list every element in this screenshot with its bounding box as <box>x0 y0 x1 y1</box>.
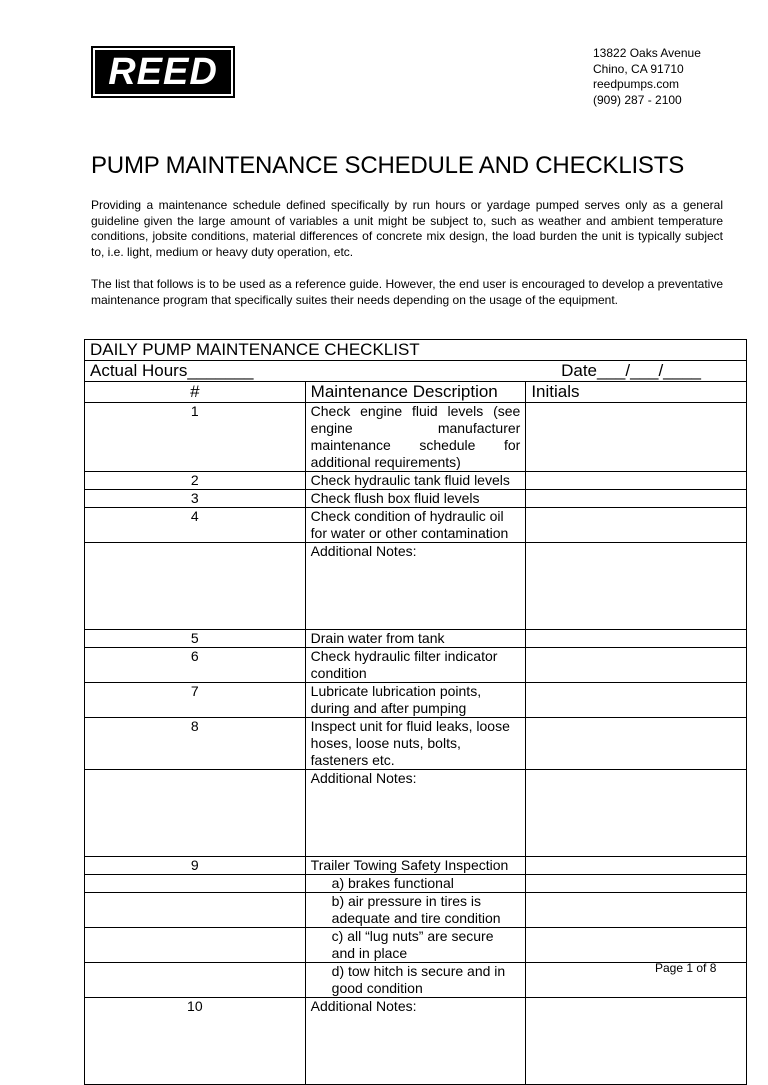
row-description: Check condition of hydraulic oil for water or other contamination <box>305 508 526 543</box>
row-number: 5 <box>85 630 306 648</box>
notes-row <box>85 998 747 1085</box>
row-description: Check engine fluid levels (see engine manufacturer maintenance schedule for additional requirements) <box>305 403 526 472</box>
notes-row <box>85 770 747 857</box>
row-number: 2 <box>85 472 306 490</box>
row-description: b) air pressure in tires is adequate and tire condition <box>305 893 526 928</box>
initials-cell[interactable] <box>526 490 747 508</box>
col-description-header: Maintenance Description <box>305 382 526 403</box>
company-address <box>593 46 701 108</box>
table-row <box>85 928 747 963</box>
table-row <box>85 857 747 875</box>
row-description: a) brakes functional <box>305 875 526 893</box>
row-number: 10 <box>85 998 306 1085</box>
page-number: Page 1 of 8 <box>655 961 717 975</box>
date-field[interactable]: Date___/___/____ <box>561 361 701 380</box>
row-number <box>85 963 306 998</box>
table-row <box>85 683 747 718</box>
table-row <box>85 963 747 998</box>
column-header-row <box>85 382 747 403</box>
row-number: 3 <box>85 490 306 508</box>
reed-logo <box>91 46 235 98</box>
table-row <box>85 875 747 893</box>
initials-cell[interactable] <box>526 403 747 472</box>
checklist-title-row <box>85 340 747 361</box>
col-initials-header: Initials <box>526 382 747 403</box>
table-row <box>85 648 747 683</box>
row-description: c) all “lug nuts” are secure and in place <box>305 928 526 963</box>
row-number <box>85 770 306 857</box>
hours-date-row <box>85 361 747 382</box>
initials-cell[interactable] <box>526 718 747 770</box>
table-row <box>85 718 747 770</box>
row-number: 9 <box>85 857 306 875</box>
notes-row <box>85 543 747 630</box>
checklist-title: DAILY PUMP MAINTENANCE CHECKLIST <box>85 340 747 361</box>
additional-notes-field[interactable]: Additional Notes: <box>305 998 526 1085</box>
logo-text: REED <box>95 50 231 94</box>
table-row <box>85 630 747 648</box>
initials-cell[interactable] <box>526 928 747 963</box>
initials-cell[interactable] <box>526 875 747 893</box>
row-description: Drain water from tank <box>305 630 526 648</box>
initials-cell[interactable] <box>526 648 747 683</box>
row-number <box>85 543 306 630</box>
additional-notes-field[interactable]: Additional Notes: <box>305 543 526 630</box>
row-number: 6 <box>85 648 306 683</box>
page-title: PUMP MAINTENANCE SCHEDULE AND CHECKLISTS <box>91 152 685 179</box>
table-row <box>85 490 747 508</box>
actual-hours-field[interactable]: Actual Hours_______ <box>90 361 254 380</box>
table-row <box>85 472 747 490</box>
row-description: Check hydraulic tank fluid levels <box>305 472 526 490</box>
row-description: Inspect unit for fluid leaks, loose hoses, loose nuts, bolts, fasteners etc. <box>305 718 526 770</box>
row-number <box>85 893 306 928</box>
address-phone: (909) 287 - 2100 <box>593 92 682 107</box>
initials-cell[interactable] <box>526 472 747 490</box>
initials-cell[interactable] <box>526 543 747 630</box>
row-number: 7 <box>85 683 306 718</box>
guide-paragraph: The list that follows is to be used as a reference guide. However, the end user is encouraged to develop a preventative maintenance program that specifically suites their needs depending on the usage of the equipment. <box>91 277 723 307</box>
address-street: 13822 Oaks Avenue <box>593 46 701 60</box>
additional-notes-field[interactable]: Additional Notes: <box>305 770 526 857</box>
initials-cell[interactable] <box>526 630 747 648</box>
table-row <box>85 893 747 928</box>
initials-cell[interactable] <box>526 893 747 928</box>
row-number <box>85 875 306 893</box>
intro-paragraph: Providing a maintenance schedule defined specifically by run hours or yardage pumped serves only as a general guideline given the large amount of variables a unit might be subject to, such as weather and ambient temperature conditions, jobsite conditions, material differences of concrete mix design, the load burden the unit is typically subject to, i.e. light, medium or heavy duty operation, etc. <box>91 198 723 259</box>
row-description: Lubricate lubrication points, during and after pumping <box>305 683 526 718</box>
initials-cell[interactable] <box>526 998 747 1085</box>
table-row <box>85 508 747 543</box>
row-number: 8 <box>85 718 306 770</box>
row-description: Check flush box fluid levels <box>305 490 526 508</box>
initials-cell[interactable] <box>526 683 747 718</box>
row-description: d) tow hitch is secure and in good condition <box>305 963 526 998</box>
address-city: Chino, CA 91710 <box>593 61 684 76</box>
row-description: Trailer Towing Safety Inspection <box>305 857 526 875</box>
row-number: 1 <box>85 403 306 472</box>
daily-maintenance-checklist <box>84 339 747 1085</box>
row-description: Check hydraulic filter indicator condition <box>305 648 526 683</box>
row-number <box>85 928 306 963</box>
initials-cell[interactable] <box>526 508 747 543</box>
initials-cell[interactable] <box>526 857 747 875</box>
col-number-header: # <box>85 382 306 403</box>
address-website: reedpumps.com <box>593 77 680 91</box>
row-number: 4 <box>85 508 306 543</box>
initials-cell[interactable] <box>526 770 747 857</box>
table-row <box>85 403 747 472</box>
